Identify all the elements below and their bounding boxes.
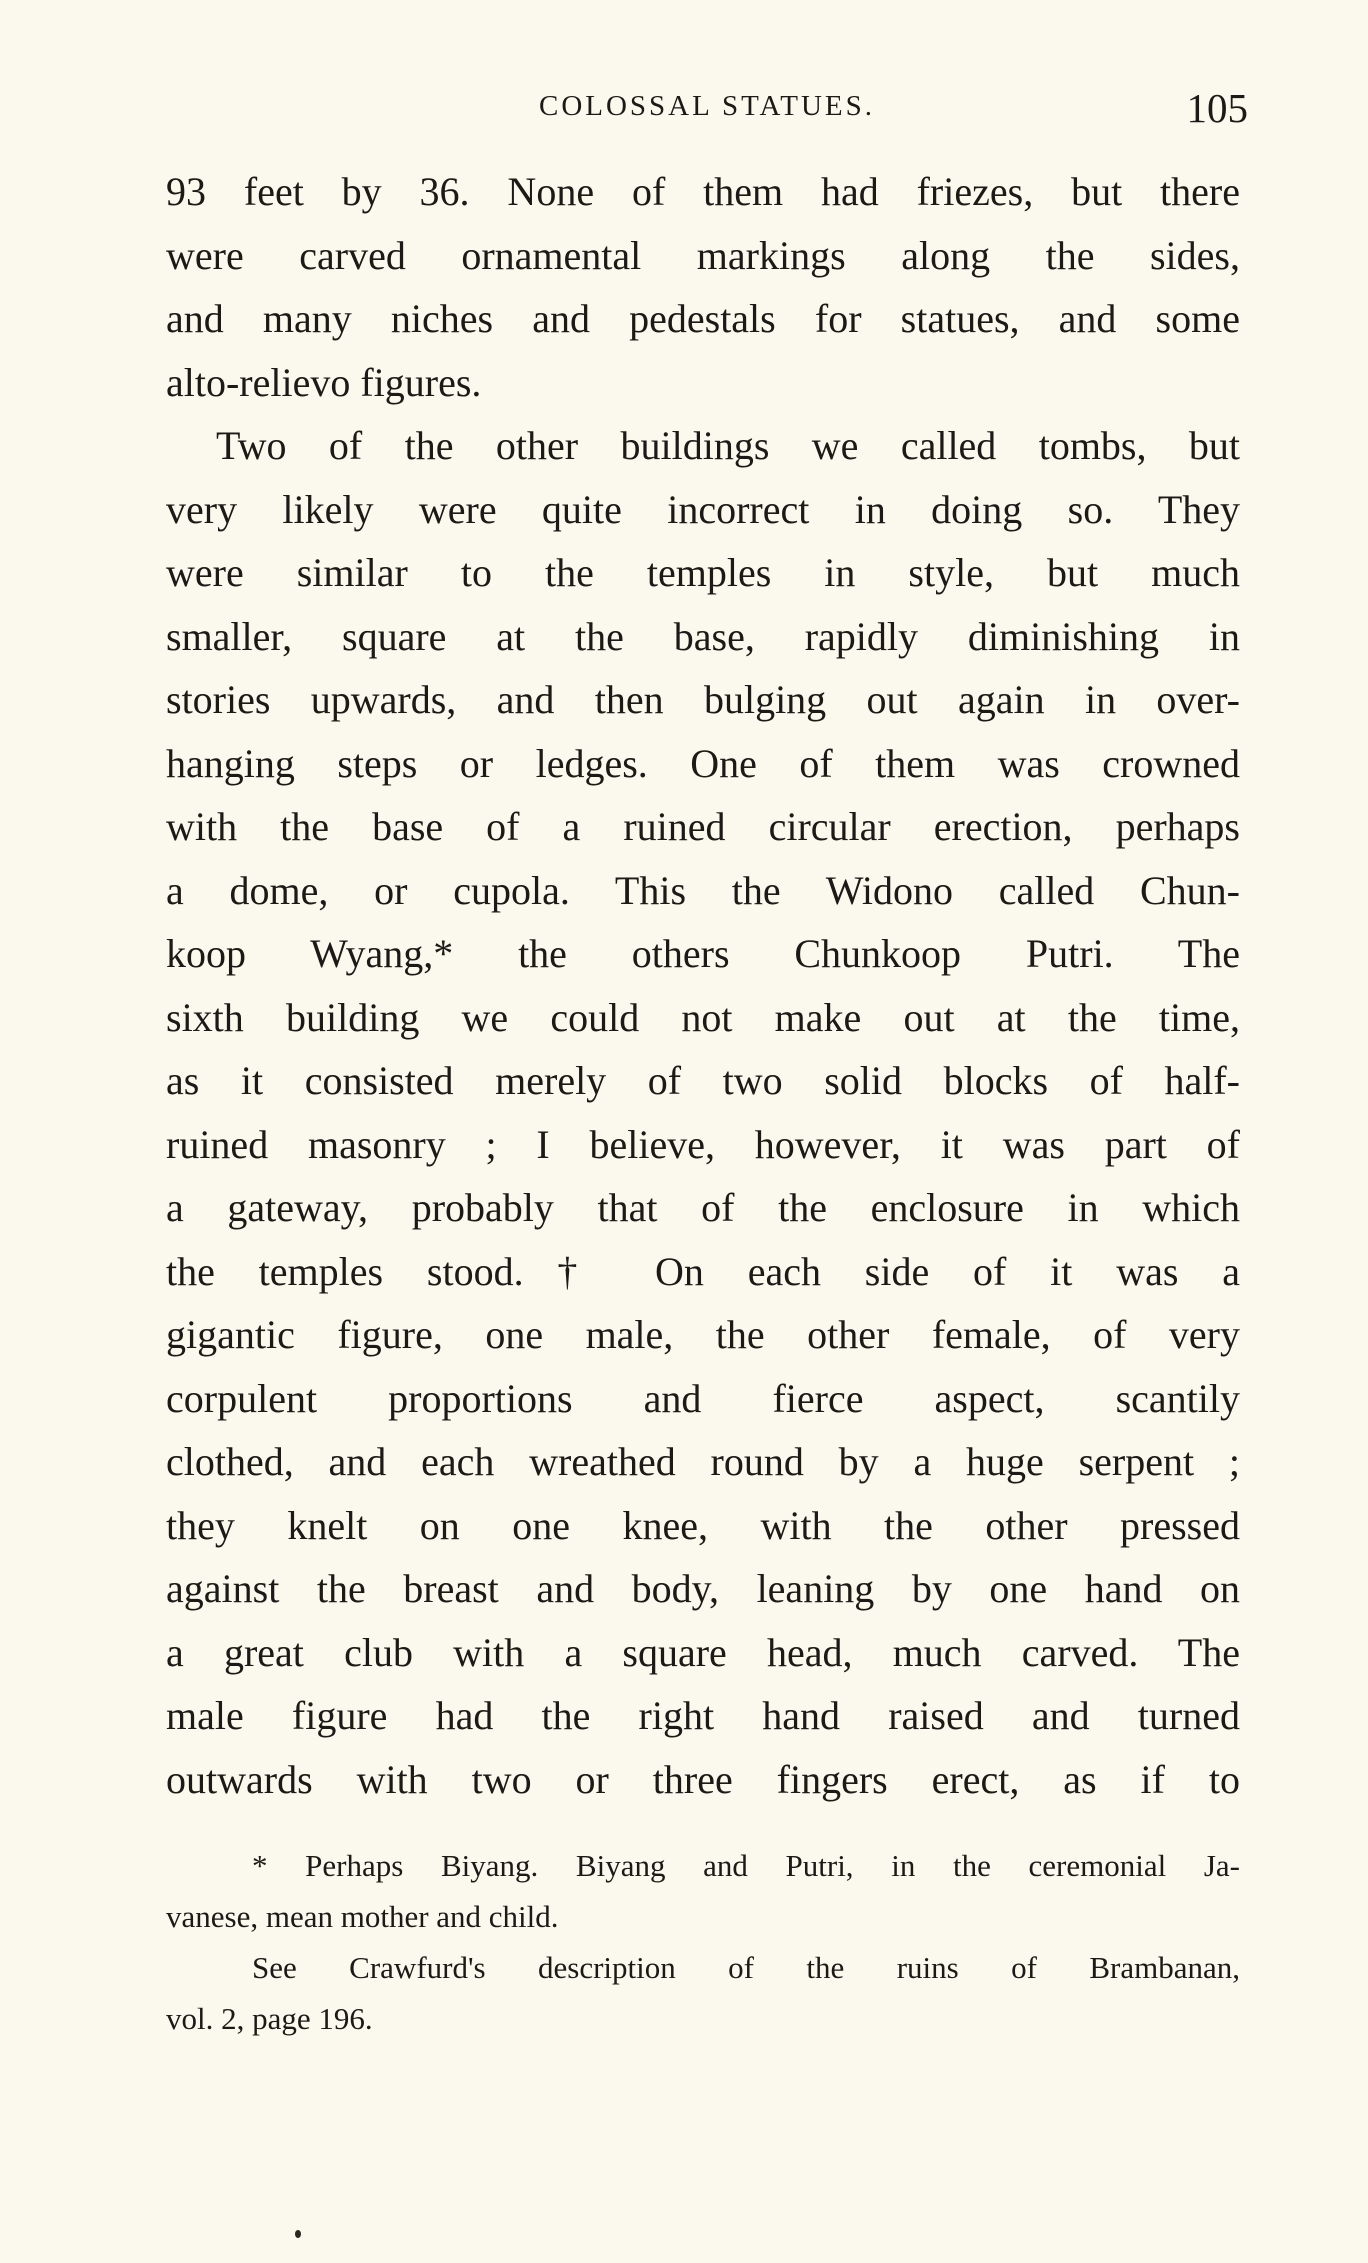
footnote-line: * Perhaps Biyang. Biyang and Putri, in the ceremonial Ja- <box>252 1848 1240 1883</box>
text-line: a dome, or cupola. This the Widono called Chun- <box>166 867 1240 913</box>
footnote-line: See Crawfurd's description of the ruins of Brambanan, <box>252 1950 1240 1985</box>
footnote-line: vanese, mean mother and child. <box>166 1899 559 1934</box>
page-number: 105 <box>1186 85 1248 131</box>
text-line: were similar to the temples in style, but much <box>166 550 1240 595</box>
text-line: smaller, square at the base, rapidly diminishing in <box>166 613 1240 659</box>
text-line: hanging steps or ledges. One of them was crowned <box>166 740 1240 786</box>
text-line: with the base of a ruined circular erection, perhaps <box>166 804 1240 849</box>
text-line: 93 feet by 36. None of them had friezes, but there <box>166 169 1240 214</box>
text-line: sixth building we could not make out at the time, <box>166 994 1240 1040</box>
text-line: ruined masonry ; I believe, however, it was part of <box>166 1121 1240 1167</box>
text-line: corpulent proportions and fierce aspect, scantily <box>166 1375 1240 1421</box>
text-line: and many niches and pedestals for statues, and some <box>166 296 1240 341</box>
ink-speck <box>295 2230 301 2238</box>
text-line: were carved ornamental markings along the sides, <box>166 232 1240 278</box>
text-line: outwards with two or three fingers erect, as if to <box>166 1756 1240 1802</box>
text-line: gigantic figure, one male, the other female, of very <box>166 1312 1240 1357</box>
text-line: the temples stood.† On each side of it was a <box>166 1248 1240 1294</box>
text-line: stories upwards, and then bulging out again in over- <box>166 677 1240 722</box>
text-line: as it consisted merely of two solid blocks of half- <box>166 1058 1240 1103</box>
text-line: very likely were quite incorrect in doing so. They <box>166 486 1240 532</box>
running-title: COLOSSAL STATUES. <box>538 90 876 122</box>
running-head <box>166 84 1248 134</box>
text-line: male figure had the right hand raised and turned <box>166 1693 1240 1738</box>
text-line: koop Wyang,* the others Chunkoop Putri. The <box>166 931 1240 976</box>
text-line: alto-relievo figures. <box>166 359 482 405</box>
footnote-line: vol. 2, page 196. <box>166 2001 373 2036</box>
body-text <box>166 160 1240 1811</box>
text-line: against the breast and body, leaning by one hand on <box>166 1566 1240 1611</box>
text-line: a gateway, probably that of the enclosure in which <box>166 1185 1240 1230</box>
footnotes <box>166 1840 1240 2044</box>
text-line: clothed, and each wreathed round by a huge serpent ; <box>166 1439 1240 1484</box>
text-line: a great club with a square head, much carved. The <box>166 1629 1240 1675</box>
text-line: Two of the other buildings we called tombs, but <box>216 423 1240 468</box>
text-line: they knelt on one knee, with the other pressed <box>166 1502 1240 1548</box>
